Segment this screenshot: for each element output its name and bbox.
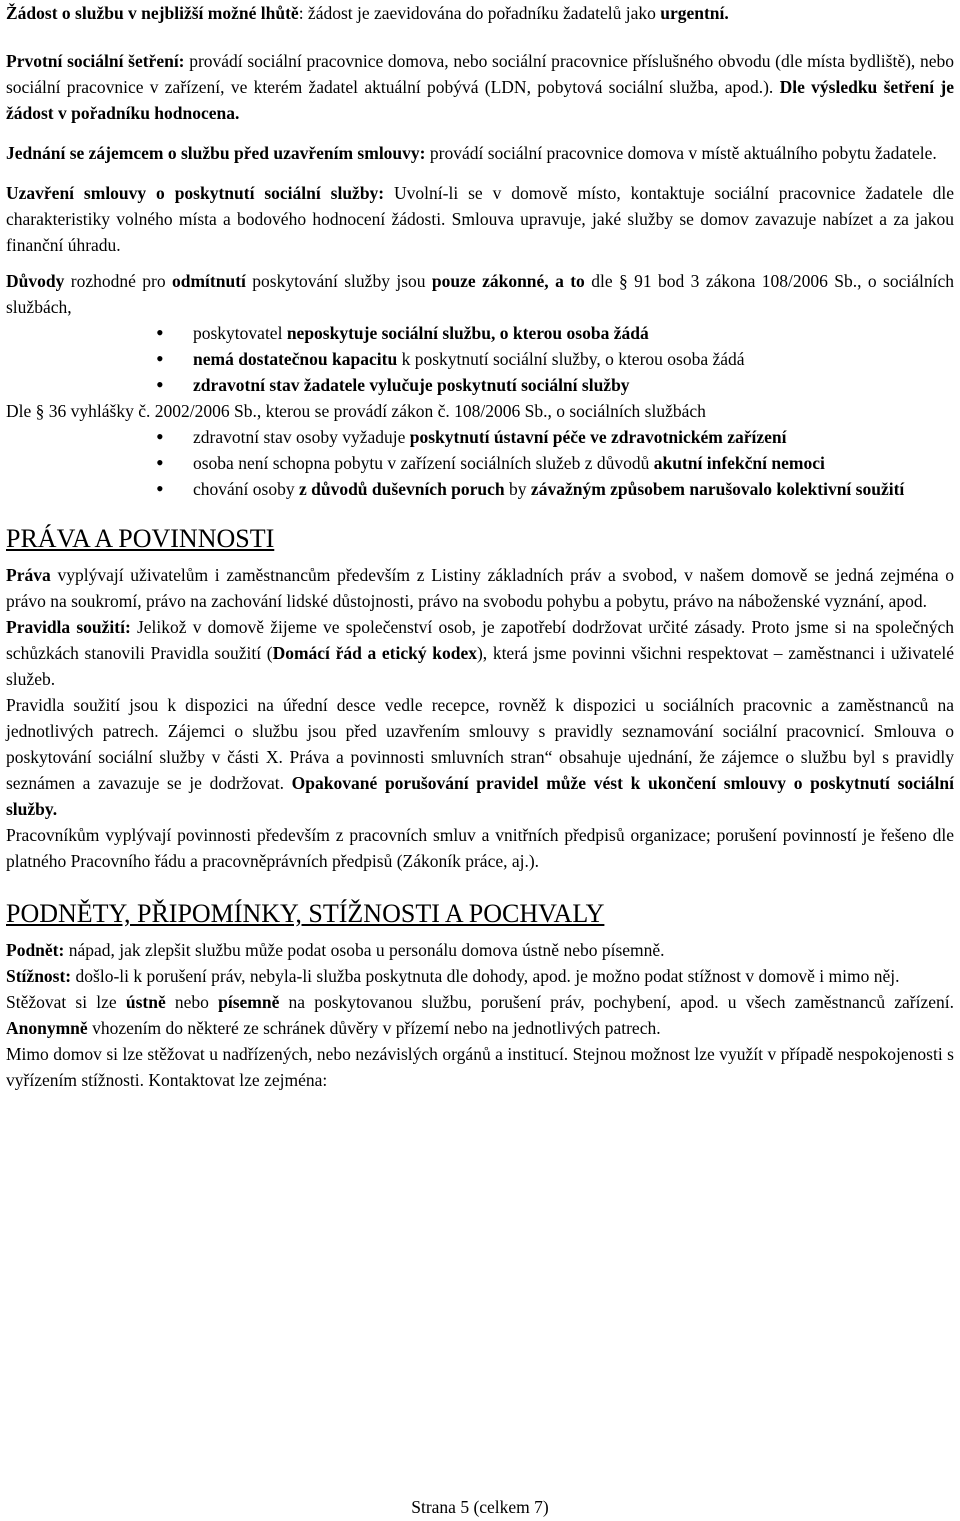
list-item: • zdravotní stav žadatele vylučuje poskytnutí sociální služby	[6, 372, 954, 398]
paragraph-employee-duties: Pracovníkům vyplývají povinnosti především z pracovních smluv a vnitřních předpisů organizace; porušení povinností je řešeno dle platného Pracovního řádu a pracovněprávních předpisů (Zákoník práce, aj.).	[6, 825, 954, 871]
paragraph-initial-investigation: Prvotní sociální šetření: provádí sociální pracovnice domova, nebo sociální pracovnice příslušného obvodu (dle místa bydliště), nebo sociální pracovnice v zařízení, ve kterém žadatel aktuální pobývá (LDN, pobytová sociální služba, apod.). Dle výsledku šetření je žádost v pořadníku hodnocena.	[6, 51, 954, 123]
refusal-reasons-list	[6, 320, 954, 398]
list-item: • zdravotní stav osoby vyžaduje poskytnutí ústavní péče ve zdravotnickém zařízení	[6, 424, 954, 450]
list-item: • chování osoby z důvodů duševních poruch by závažným způsobem narušovalo kolektivní soužití	[6, 476, 954, 502]
paragraph-contract: Uzavření smlouvy o poskytnutí sociální služby: Uvolní-li se v domově místo, kontaktuje sociální pracovnice žadatele dle charakteristiky volného místa a bodového hodnocení žádosti. Smlouva upravuje, jaké služby se domov zavazuje nabízet a za jakou finanční úhradu.	[6, 183, 954, 255]
paragraph-external-complaints: Mimo domov si lze stěžovat u nadřízených, nebo nezávislých orgánů a institucí. Stejnou možnost lze využít v případě nespokojenosti s vyřízením stížnosti. Kontaktovat lze zejména:	[6, 1044, 954, 1090]
list-item: • nemá dostatečnou kapacitu k poskytnutí sociální služby, o kterou osoba žádá	[6, 346, 954, 372]
paragraph-rules: Pravidla soužití: Jelikož v domově žijeme ve společenství osob, je zapotřebí dodržovat určité zásady. Proto jsme si na společných schůzkách stanovili Pravidla soužití (Domácí řád a etický kodex), která jsme povinni všichni respektovat – zaměstnanci i uživatelé služeb.	[6, 617, 954, 689]
paragraph-decree-reference: Dle § 36 vyhlášky č. 2002/2006 Sb., kterou se provádí zákon č. 108/2006 Sb., o sociálních službách	[6, 401, 706, 421]
list-item: • osoba není schopna pobytu v zařízení sociálních služeb z důvodů akutní infekční nemoci	[6, 450, 954, 476]
paragraph-rights: Práva vyplývají uživatelům i zaměstnancům především z Listiny základních práv a svobod, v našem domově se jedná zejména o právo na soukromí, právo na zachování lidské důstojnosti, právo na svobodu pohybu a pobytu, právo na náboženské vyznání, apod.	[6, 565, 954, 611]
page-footer: Strana 5 (celkem 7)	[411, 1497, 549, 1517]
paragraph-refusal-reasons: Důvody rozhodné pro odmítnutí poskytování služby jsou pouze zákonné, a to dle § 91 bod 3 zákona 108/2006 Sb., o sociálních službách,	[6, 271, 955, 317]
heading-rights-duties: PRÁVA A POVINNOSTI	[6, 524, 275, 553]
paragraph-suggestion: Podnět: nápad, jak zlepšit službu může podat osoba u personálu domova ústně nebo písemně.	[6, 940, 665, 960]
paragraph-complaint-ways: Stěžovat si lze ústně nebo písemně na poskytovanou službu, porušení práv, pochybení, apod. u všech zaměstnanců zařízení. Anonymně vhozením do některé ze schránek důvěry v přízemí nebo na jednotlivých patrech.	[6, 992, 955, 1038]
paragraph-urgent-request: Žádost o službu v nejbližší možné lhůtě: žádost je zaevidována do pořadníku žadatelů jako urgentní.	[6, 3, 729, 23]
list-item: • poskytovatel neposkytuje sociální službu, o kterou osoba žádá	[6, 320, 954, 346]
heading-complaints: PODNĚTY, PŘIPOMÍNKY, STÍŽNOSTI A POCHVALY	[6, 899, 605, 928]
decree-reasons-list	[6, 424, 954, 502]
paragraph-rules-availability: Pravidla soužití jsou k dispozici na úřední desce vedle recepce, rovněž k dispozici u sociálních pracovnic a zaměstnanců na jednotlivých patrech. Zájemci o službu jsou před uzavřením smlouvy s pravidly seznamování sociální pracovnicí. Smlouva o poskytování sociální služby v části X. Práva a povinnosti smluvních stran“ obsahuje ujednání, že zájemce o službu byl s pravidly seznámen a zavazuje se je dodržovat. Opakované porušování pravidel může vést k ukončení smlouvy o poskytnutí sociální služby.	[6, 695, 954, 819]
paragraph-negotiation: Jednání se zájemcem o službu před uzavřením smlouvy: provádí sociální pracovnice domova v místě aktuálního pobytu žadatele.	[6, 143, 937, 163]
paragraph-complaint: Stížnost: došlo-li k porušení práv, nebyla-li služba poskytnuta dle dohody, apod. je možno podat stížnost v domově i mimo něj.	[6, 966, 900, 986]
